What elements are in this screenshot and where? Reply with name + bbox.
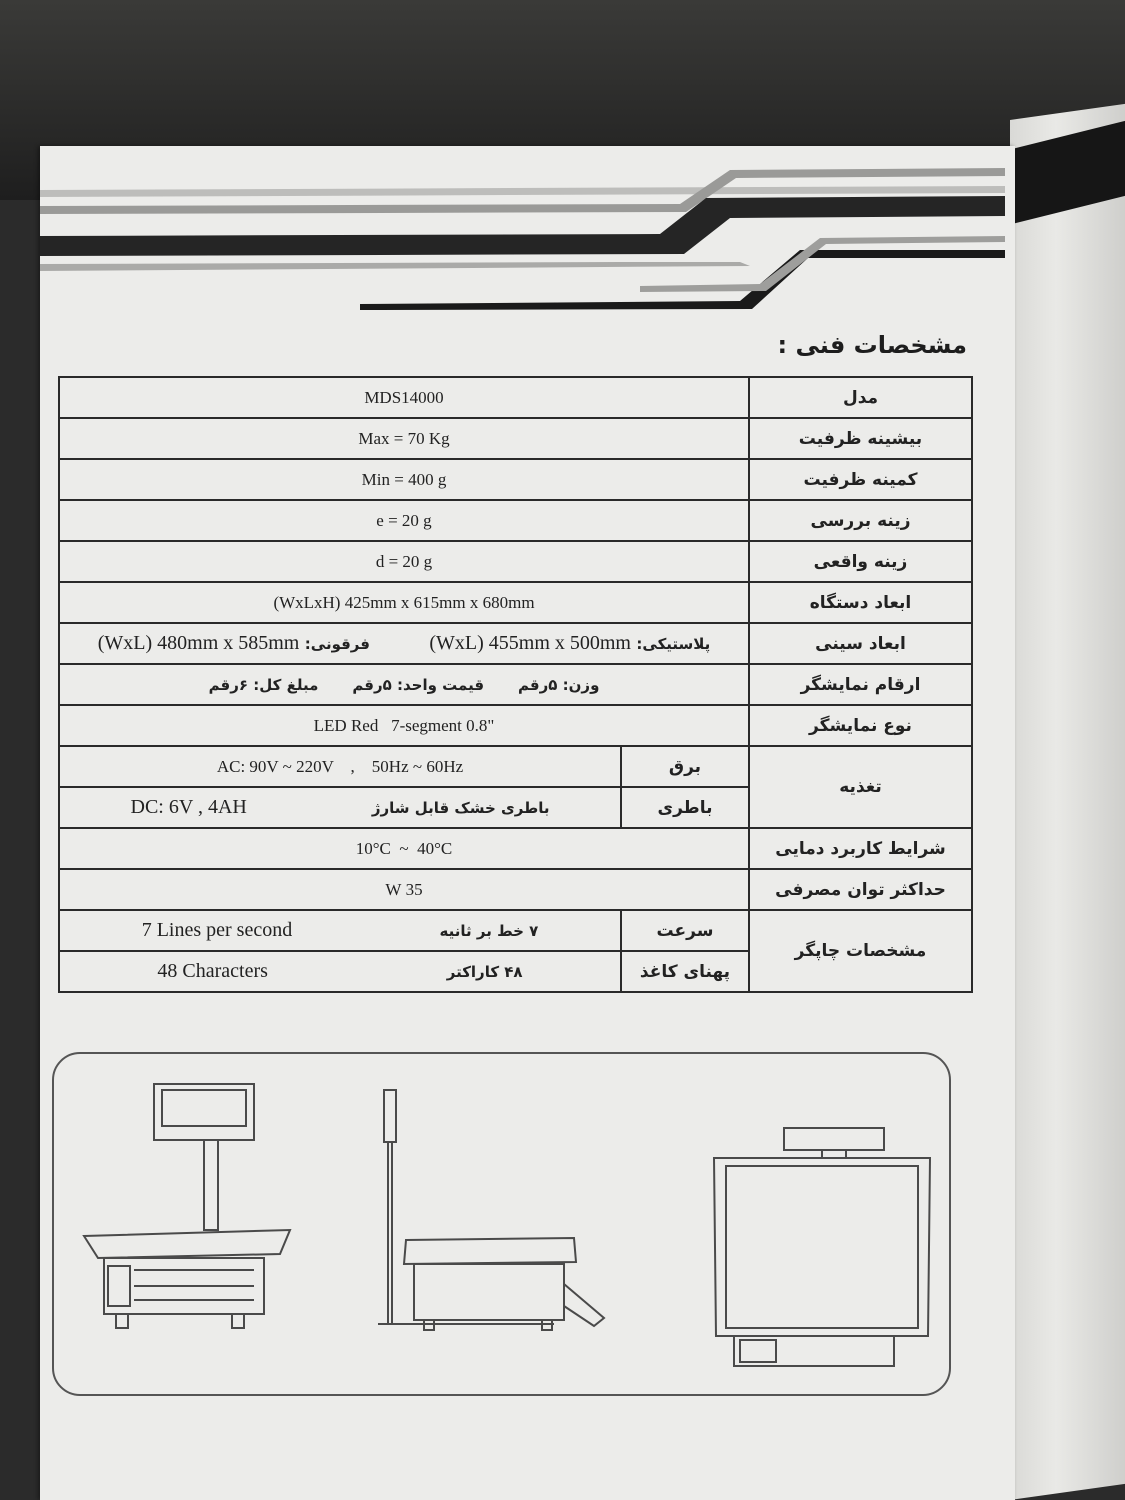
row-label: نوع نمایشگر (749, 705, 972, 746)
battery-cell (59, 787, 621, 828)
row-label: کمینه ظرفیت (749, 459, 972, 500)
steel-value: (WxL) 480mm x 585mm (97, 632, 300, 654)
battery-value: DC: 6V , 4AH (130, 796, 247, 818)
plastic-value: (WxL) 455mm x 500mm (429, 632, 631, 654)
display-digits-cell (59, 664, 749, 705)
speed-label: سرعت (621, 910, 749, 951)
max-power-value: 35 W (59, 869, 749, 910)
speed-cell (59, 910, 621, 951)
speed-en: 7 Lines per second (141, 919, 293, 941)
table-row (59, 869, 972, 910)
scale-drawings (54, 1054, 949, 1394)
dimensions-text: (WxLxH) 425mm x 615mm x 680mm (273, 592, 535, 612)
paper-width-cell (59, 951, 621, 992)
actual-interval-value: d = 20 g (59, 541, 749, 582)
next-page-edge (1010, 104, 1125, 1500)
row-label: مدل (749, 377, 972, 418)
table-row (59, 459, 972, 500)
row-label: مشخصات چاپگر (749, 910, 972, 992)
table-row (59, 500, 972, 541)
tray-dimensions-cell (59, 623, 749, 664)
row-label: زینه واقعی (749, 541, 972, 582)
max-capacity-value: Max = 70 Kg (59, 418, 749, 459)
drawings-panel (52, 1052, 951, 1396)
row-label: تغذیه (749, 746, 972, 828)
row-label: ابعاد دستگاه (749, 582, 972, 623)
table-row (59, 541, 972, 582)
battery-desc: باطری خشک قابل شارژ (371, 798, 550, 817)
mains-label: برق (621, 746, 749, 787)
header-decoration (40, 146, 1015, 316)
row-label: بیشینه ظرفیت (749, 418, 972, 459)
steel-label: فرقونی: (304, 635, 370, 653)
speed-fa: ۷ خط بر ثانیه (439, 921, 539, 940)
device-dimensions-value (59, 582, 749, 623)
page-title: مشخصات فنی : (777, 331, 967, 359)
scale-front-view (84, 1084, 290, 1328)
row-label: ابعاد سینی (749, 623, 972, 664)
weight-digits: وزن: ۵رقم (518, 675, 600, 694)
table-row (59, 664, 972, 705)
table-row (59, 377, 972, 418)
table-row (59, 623, 972, 664)
paper-width-fa: ۴۸ کاراکتر (446, 962, 523, 981)
plastic-label: پلاستیکی: (636, 635, 711, 653)
display-type-value (59, 705, 749, 746)
paper-width-en: 48 Characters (157, 960, 268, 982)
unit-price-digits: قیمت واحد: ۵رقم (352, 675, 485, 694)
temperature-value (59, 828, 749, 869)
temperature-text: 10°C ~ 40°C (355, 838, 453, 858)
mains-value (59, 746, 621, 787)
table-row (59, 828, 972, 869)
table-row (59, 746, 972, 787)
mains-text: AC: 90V ~ 220V , 50Hz ~ 60Hz (216, 756, 464, 776)
min-capacity-value: Min = 400 g (59, 459, 749, 500)
row-label: شرایط کاربرد دمایی (749, 828, 972, 869)
row-label: ارقام نمایشگر (749, 664, 972, 705)
table-row (59, 582, 972, 623)
specs-table (58, 376, 973, 993)
table-row (59, 910, 972, 951)
row-label: حداکثر توان مصرفی (749, 869, 972, 910)
scale-side-view (378, 1090, 604, 1330)
scale-top-view (714, 1128, 930, 1366)
table-row (59, 705, 972, 746)
table-row (59, 418, 972, 459)
manual-page (40, 146, 1015, 1500)
battery-label: باطری (621, 787, 749, 828)
display-type-text: LED Red 7-segment 0.8" (313, 715, 495, 735)
model-value: MDS14000 (59, 377, 749, 418)
row-label: زینه بررسی (749, 500, 972, 541)
verification-interval-value: e = 20 g (59, 500, 749, 541)
paper-width-label: پهنای کاغذ (621, 951, 749, 992)
total-digits: مبلغ کل: ۶رقم (208, 675, 319, 694)
